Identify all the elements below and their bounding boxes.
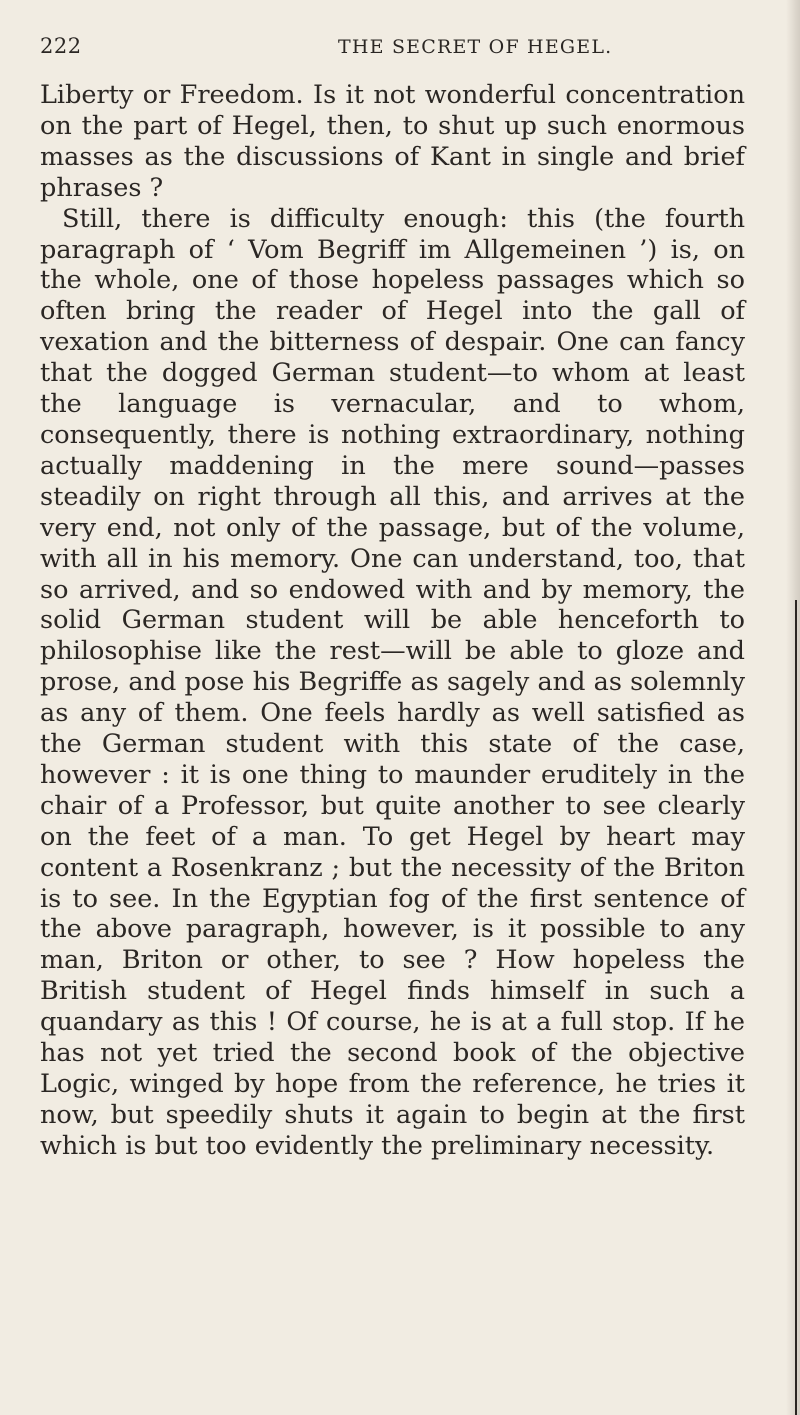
page-edge-shadow — [786, 0, 800, 1415]
body-text — [40, 80, 745, 1162]
page-edge-line — [795, 600, 797, 1415]
page-number: 222 — [40, 34, 82, 58]
paragraph: Still, there is difficulty enough: this (the fourth paragraph of ‘ Vom Begriff im Allgemeinen ’) is, on the whole, one of those hopeless passages which so often bring the reader of Hegel into the gall of vexation and the bitterness of despair. One can fancy that the dogged German student—to whom at least the language is vernacular, and to whom, consequently, there is nothing extraordinary, nothing actually maddening in the mere sound—passes steadily on right through all this, and arrives at the very end, not only of the passage, but of the volume, with all in his memory. One can understand, too, that so arrived, and so endowed with and by memory, the solid German student will be able henceforth to philosophise like the rest—will be able to gloze and prose, and pose his Begriffe as sagely and as solemnly as any of them. One feels hardly as well satisfied as the German student with this state of the case, however : it is one thing to maunder eruditely in the chair of a Professor, but quite another to see clearly on the feet of a man. To get Hegel by heart may content a Rosenkranz ; but the necessity of the Briton is to see. In the Egyptian fog of the first sentence of the above paragraph, however, is it possible to any man, Briton or other, to see ? How hopeless the British student of Hegel finds himself in such a quandary as this ! Of course, he is at a full stop. If he has not yet tried the second book of the objective Logic, winged by hope from the reference, he tries it now, but speedily shuts it again to begin at the first which is but too evidently the preliminary necessity. — [40, 203, 745, 1161]
running-title: THE SECRET OF HEGEL. — [338, 36, 613, 58]
running-head — [40, 34, 760, 64]
paragraph-continuation: Liberty or Freedom. Is it not wonderful concentration on the part of Hegel, then, to shut up such enormous masses as the discussions of Kant in single and brief phrases ? — [40, 80, 745, 203]
